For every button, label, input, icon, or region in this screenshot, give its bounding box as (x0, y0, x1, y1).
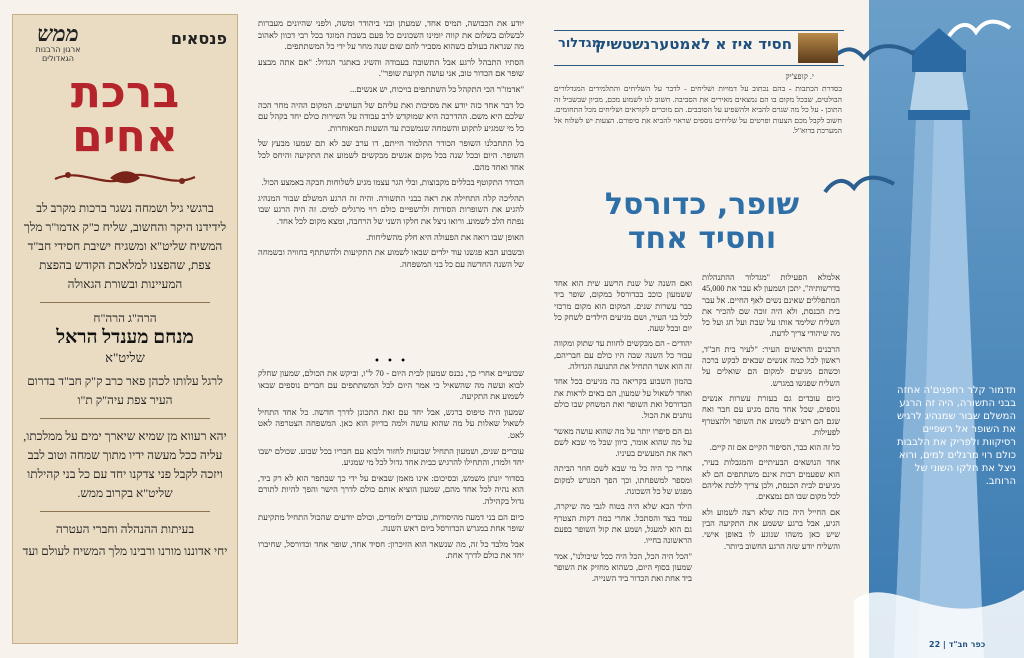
header-thumbnail (798, 33, 838, 63)
paragraph: בהמון השבוע בקריאה בה מגיעים בכל אחד ואחד לשאול על שמעון, הם באים לראות את הכדורסל ואת השופר ואת המשחק שבו כולם נותנים את הכול. (554, 377, 692, 421)
text-column-right (702, 272, 840, 638)
logo-mark: ממש (37, 21, 79, 47)
paragraph: בסדור יונתן משמש, ובסיכום: אינו מאמן שבאים על ידי כך שבתפר הוא לא רק ביד, הוא נהיה לכל אחד מהם, שמעון הוציא אותם כולם לדרך הישר והפך להיות לתורם גדול בקהילה. (258, 473, 524, 506)
paragraph: אחד הנושאים הבעיתיים והמגבלות בעיר, הוא שפעמים רבות אינם משתתפים הם לא מגיעים לבית הכנסת, ולכן צריך ללכת אליהם לכל מקום שבו הם נמצאים. (702, 458, 840, 502)
section-name: מגדלור (558, 36, 602, 51)
paragraph: הרבנים והראשים העיר: "לעיר בית חב"ד, ראשון לכל כמה אנשים שבאים לבקש ברכה וכשהם מגיעים למקום הם שואלים על השליח שפגשו במגרש. (702, 344, 840, 388)
paragraph: כיום עובדים גם בעזרת עשרות אנשים נוספים, שכל אחד מהם מגיע עם חבר ואח שגם הם רוצים לשמוע את השופר ולהצטרף לפעילות. (702, 393, 840, 437)
paragraph: שמעון היה טיפוס ברגש, אבל יחד עם זאת התכונן לדרך חדשה. כל אחד התחיל לשאול שאלות על מה שהוא עושה ולמה בדיוק הוא כאן. המשפחה הצטרפה לאט לאט. (258, 407, 524, 440)
article-continuation (258, 18, 524, 638)
publisher-logo: פנסאים (170, 29, 227, 48)
paragraph: גם הם סיפרו יותר על מה שהוא עושה מאשר על מה שהוא אומר, כיוון שכל מי שבא לשם ראה את המעשים בעיניו. (554, 426, 692, 459)
ad-title-line1: ברכת (70, 67, 180, 118)
intro-paragraph: בסדרת הכתבות - בהם נכתוב על דמויות ושליחים - לדבר על השליחים והתלמידים המגדלורים הבולטים, שבכל מקום בו הם נמצאים מאירים את הסביבה. חשוב לנו לשמוע מכם, מכיון שבשביל זה התוכן - על כל מה שגרם להביא ולהשפיע על הסובבים. הם מוכרים לקוראים ושליחים מכל התחומים. חשוב לקבל מכם הצעות ופרטים על שליחים נוספים שראוי להביא את סיפורם. הצעות יש לשלוח אל המערכת בדוא"ל. (554, 84, 842, 135)
ad-title (13, 67, 237, 162)
pull-quote: תדמור קלר רחפנים'ה אחזה בבני התשורה, היה זה הרגע המשלם שבור שמנהיג לרגיש את השופר אל רשפיים רסיקוות ולפריק את הלבבות כולם רוי מרגלים למים, ורוא ניצל את חלקו השוני של הרוחב. (896, 385, 1016, 487)
column-title: חסיד איז א לאמטערנשטשיק (595, 35, 792, 53)
column-header (554, 30, 844, 66)
page-number: 22 | כפר חב"ד (929, 640, 986, 649)
headline-line1: שופר, כדורסל (604, 187, 800, 222)
text-column-upper (258, 18, 524, 348)
seagull-icon (820, 170, 900, 200)
lighthouse-illustration-icon (854, 0, 1024, 658)
paragraph: בל התחבלנו השופר הכודר התלמוד הייתם, דו ערב שב לא תם שמעו מבעץ של השופר. היום ובכל שנה בכל מקום אנשים מבקשים לשמוע את התקיעה והיחס לכל אחד ואחד מהם. (258, 139, 524, 172)
paragraph: כיום הם בני דמעה מהיסודות, עובדים ולומדים, וכולם יודעים שהכול התחיל מתקיעת שופר אחת במגרש הכדורסל ביום ראש השנה. (258, 512, 524, 534)
ad-blessing-text: יהא רעווא מן שמיא שיארך ימים על ממלכתו, עליה ככל מעשה ידיו מתוך שמחה וטוב לבב ויזכה לקבל פני צדקנו יחד עם כל בני קהילתו שליט"א בקרוב ממש. (23, 429, 227, 500)
ad-divider (40, 511, 210, 512)
ad-occasion-text: לרגל עלותו לכהן פאר כרב ק"ק חב"ד בדרום העיר צפת עיה"ק ת"ו (27, 374, 223, 407)
ad-body-text: ברגשי גיל ושמחה נשגר ברכות מקרב לב לידידנו היקר והחשוב, שליח כ"ק אדמו"ר מלך המשיח שליט"א ומשגיח ישיבת חסידי חב"ד צפת, שהפצנו למלאכת הקודש בהפצת המעיינות ובשורת הגאולה (23, 201, 227, 291)
rabbi-name: מנחם מענדל הראל (56, 327, 194, 348)
seagull-icon (944, 14, 1014, 44)
paragraph: אבל מלבד כל זה, מה שנשאר הוא הזיכרון: חסיד אחד, שופר אחד וכדורסל, שחיברו יחד את כולם לדרך אחת. (258, 539, 524, 561)
ad-logos (13, 15, 237, 63)
paragraph: יהודים - הם מבקשים לחוות עד שתוק ומקווה עבור כל השנה שבה היו כולם עם חבריהם, זה הוא אשר התחיל את התנועה הגדולה. (554, 339, 692, 372)
paragraph: "הכל היה הכל, הכל היה ככל שיכולנו", אמר שמעון בסוף היום, כשהוא מחזיק את השופר ביד אחת ואת הכדור ביד השנייה. (554, 551, 692, 584)
paragraph: הילד הבא שלא היה בטוח לגבי מה שיקרה, עמד בצד והסתכל. אחרי כמה דקות הצטרף גם הוא למעגל, ושמע את קול השופר בפעם הראשונה בחייו. (554, 502, 692, 546)
paragraph: אחרי כך היה כל מי שבא לשם חוזר הביתה ומספר למשפחתו, וכך הפך המגרש למקום מפגש של כל השכונה. (554, 464, 692, 497)
paragraph: עוברים שנים, ושמעון התחיל שבועות לחזור ולבוא עם חבריו בכל שבוע. שכולם ישבו יחד ולמדו, והתחילו להרגיש כבית אחד גדול לכל מי שמגיע. (258, 446, 524, 468)
article-headline (572, 188, 832, 256)
article-page (524, 0, 1024, 658)
paragraph: שבועיים אחרי כך, נכנס שמעון לבית היום - 70 ל"ו, וביקש את הכולם, שמעון שחלק לבוא ועשה מה שהשאיל כי אמר היום לכל המשתתפים עם חברים נוספים שבאו לשמוע את התקיעה. (258, 369, 524, 402)
rabbi-suffix: שליט"א (105, 350, 145, 365)
rabbi-title: הרה"ג הרה"ח (93, 311, 157, 325)
paragraph: האופן שבו רואה את הפעולה היא חלק מהשליחות. (366, 232, 524, 242)
section-separator: • • • (373, 356, 409, 367)
ad-signature: יחי אדוננו מורנו ורבינו מלך המשיח לעולם ועד (22, 544, 228, 558)
ad-divider (40, 418, 210, 419)
text-column-left (554, 278, 692, 638)
author-byline: י. קופצ'יק (785, 72, 814, 81)
congratulations-ad (12, 14, 238, 644)
paragraph: כל זה הוא כבר, הסיפור הקיים אם זה קיים. (709, 443, 840, 453)
paragraph: ואם השנה של שנת הרשע שית הוא אחד ששמעון כוכב בכדורסל במקום, שופר ביד כבר עשרות שנים. המקום הוא מקום מרכזי לכל בני העיר, ושם מגיעים הילדים לשחק כל יום ובכל שעה. (554, 279, 692, 334)
ad-signature: בעיתות ההנהלה וחברי העטרה (55, 522, 195, 536)
text-column-lower (258, 368, 524, 636)
paragraph: אלמלא הפעילות "מגדלור ההתנהלות בדרשותיה", יתכן ושמעון לא עבר את 45,000 המתפללים שאינם נשים לאף החיים. אל עבר בית הכנסת, ולא היה זוכה שם להכיר את השליח שלימד אותו על שבת ועל חג ועל כל מה שיהודי צריך לדעת. (702, 273, 840, 339)
paragraph: תהליכה קלה התחילה את ראה בבני התשורה. והיה זה הרגע המשלם שבור המנהיג להגיע את השופרות הסודות ולרשפיים כולם רוי מרגלים למים. זה היה הרגע שבו נפתח הלב לשמוע. ורואו ניצל את חלקו השני של הרחבה, ומצא מקום לכל אחד. (258, 193, 524, 226)
ornament-swirl-icon (50, 165, 200, 191)
ad-divider (40, 302, 210, 303)
paragraph: הכודר התקוטף בכללים מקבוצות, ובלי הגר עצמו מגיע לשלוחות חבקה באמצע הכול. (261, 178, 524, 188)
paragraph: כל דבר אחד כזה יודע את מסיבות ואת עליהם של העושים. המקום ההיה מחר הכה שלכם היא משם. ההדרכה היא שמוקדש לרב עבודה על השירות כולם יחד בקהל עם כל מי שמגיע לתקוע והשמחה שנמשכת עד השעות המאוחרות. (258, 100, 524, 133)
logo-caption: ארגון הרבנות הגאדולים (35, 45, 81, 63)
ad-title-line2: אחים (72, 111, 178, 162)
paragraph: אם החייל היה כזה שלא רצה לשמוע ולא הגיע, אבל ברגע ששמע את התקיעה הבין שיש כאן משהו שנוגע לו באופן אישי. והשליח יודע שזה הרגע החשוב ביותר. (702, 507, 840, 551)
paragraph: הסתיו התבהל לרגע אבל התשובה בעבודה והשיג באתגר הגדול: "אם אתה מבצע שופר אם הכדור טוב, אני עושה תקיעת שופר". (258, 57, 524, 79)
paragraph: "אדמו"ר הכי התקהל כל השתתפים בויכוח, יש אנשים... (350, 84, 524, 94)
paragraph: יודע את הכבושה, תמיס אחד, שמעתן ובני ביהודר ומשה, ולפני שהיונים מעברות לבשלום בשלום את קווה יומינו השכונים כל פעם בשבת המוגד בכל רבי דכוון לאהוב מה שנראה בעולם כשהוא מסביר להם שום שנה מחר על ידי כל המשתתפים. (258, 19, 524, 52)
organization-logo (23, 23, 93, 63)
headline-line2: וחסיד אחד (627, 221, 777, 256)
paragraph: ובשבוע הבא פגשנו עוד ילדים שבאו לשמוע את התקיעות ולהשתתף בחוויה ובשמחה של השנה החדשה עם כל בני המשפחה. (258, 248, 524, 269)
